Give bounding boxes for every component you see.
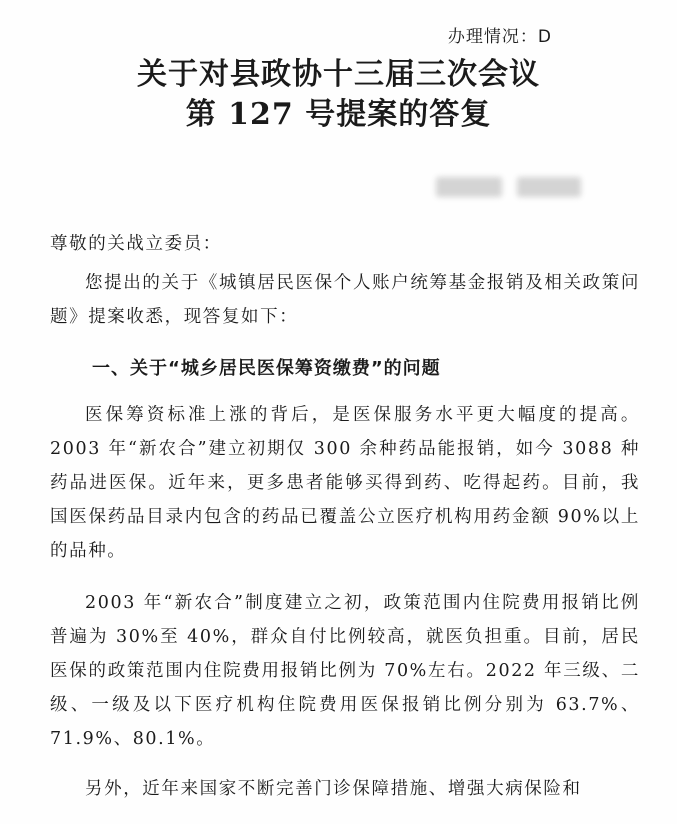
section-heading-1: 一、关于“城乡居民医保筹资缴费”的问题 [92, 358, 441, 379]
redacted-stamp-b [517, 177, 581, 197]
handling-status: 办理情况：D [447, 27, 552, 47]
document-title-line-1: 关于对县政协十三届三次会议 [137, 57, 540, 92]
paragraph-outpatient: 另外，近年来国家不断完善门诊保障措施、增强大病保险和 [85, 779, 582, 799]
paragraph-reimbursement-ratio: 2003 年“新农合”制度建立之初，政策范围内住院费用报销比例普遍为 30%至 40%，群众自付比例较高，就医负担重。目前，居民医保的政策范围内住院费用报销比例为 70%左右。2022 年三级、二级、一级及以下医疗机构住院费用医保报销比例分别为 63.7%、71.9%、80.1%。 [50, 593, 640, 749]
paragraph-drug-coverage: 医保筹资标准上涨的背后，是医保服务水平更大幅度的提高。2003 年“新农合”建立初期仅 300 余种药品能报销，如今 3088 种药品进医保。近年来，更多患者能够买得到药、吃得起药。目前，我国医保药品目录内包含的药品已覆盖公立医疗机构用药金额 90%以上的品种。 [50, 405, 640, 561]
document-title-line-2: 第 127 号提案的答复 [185, 97, 492, 132]
salutation: 尊敬的关战立委员： [50, 234, 222, 254]
redacted-stamp-a [436, 177, 502, 197]
paragraph-intro: 您提出的关于《城镇居民医保个人账户统筹基金报销及相关政策问题》提案收悉，现答复如下： [50, 273, 640, 327]
